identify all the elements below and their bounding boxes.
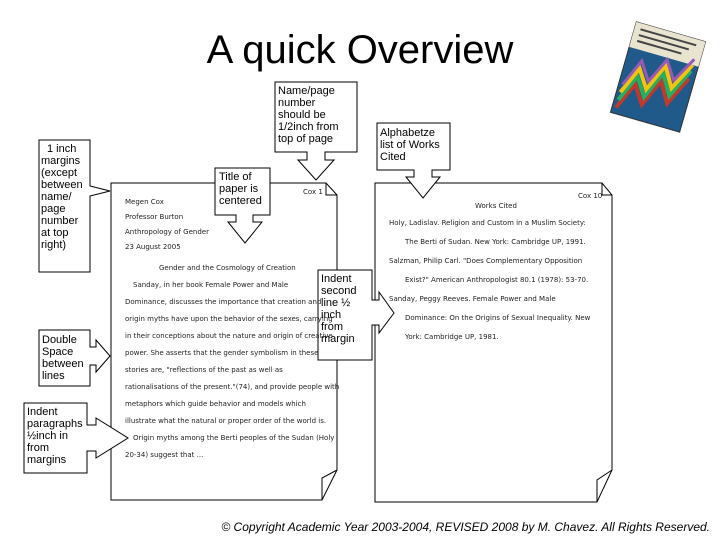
works-cited-entry: Holy, Ladislav. Religion and Custom in a Muslim Society: bbox=[389, 219, 586, 227]
paper-title: Gender and the Cosmology of Creation bbox=[159, 264, 296, 272]
page-1-header: Cox 1 bbox=[303, 188, 323, 196]
callout-line: lines bbox=[42, 370, 65, 382]
callout-line: Alphabetze bbox=[380, 127, 436, 139]
body-line: Dominance, discusses the importance that creation and bbox=[125, 298, 322, 306]
copyright-footer: © Copyright Academic Year 2003-2004, REVISED 2008 by M. Chavez. All Rights Reserved. bbox=[221, 520, 710, 534]
heading-line: 23 August 2005 bbox=[125, 243, 181, 251]
page-2-sheet bbox=[375, 183, 612, 502]
callout-line: paper is bbox=[219, 183, 259, 195]
works-cited-entry: York: Cambridge UP, 1981. bbox=[405, 333, 499, 341]
works-cited-entry: Exist?" American Anthropologist 80.1 (1978): 53-70. bbox=[405, 276, 589, 284]
body-line: stories are, "reflections of the past as well as bbox=[125, 366, 283, 374]
callout-line: Cited bbox=[380, 151, 406, 163]
callout-line: margins bbox=[27, 454, 67, 466]
body-line: Origin myths among the Berti peoples of the Sudan (Holy bbox=[133, 434, 335, 442]
callout-line: number bbox=[41, 215, 79, 227]
callout-line: from bbox=[321, 321, 343, 333]
callout-line: 1 inch bbox=[47, 143, 77, 155]
callout-line: page bbox=[41, 203, 66, 215]
callout-line: from bbox=[27, 442, 49, 454]
callout-name-page bbox=[278, 85, 339, 145]
callout-line: Indent bbox=[321, 273, 352, 285]
heading-line: Anthropology of Gender bbox=[125, 228, 209, 236]
callout-line: number bbox=[278, 97, 316, 109]
callout-line: between bbox=[41, 179, 83, 191]
heading-line: Megen Cox bbox=[125, 198, 164, 206]
callout-alphabetize bbox=[380, 127, 440, 163]
works-cited-entry: Dominance: On the Origins of Sexual Inequality. New bbox=[405, 314, 591, 322]
callout-double-space bbox=[42, 334, 84, 382]
callout-line: Name/page bbox=[278, 85, 335, 97]
slide-title: A quick Overview bbox=[206, 28, 514, 72]
callout-line: line ½ bbox=[321, 297, 351, 309]
callout-margins bbox=[41, 143, 83, 251]
callout-indent-paragraphs bbox=[27, 406, 83, 466]
callout-line: Double bbox=[42, 334, 77, 346]
callout-line: top of page bbox=[278, 133, 334, 145]
heading-line: Professor Burton bbox=[125, 213, 184, 221]
body-line: in their conceptions about the nature and origin of creative bbox=[125, 332, 333, 340]
body-line: Sanday, in her book Female Power and Male bbox=[133, 281, 289, 289]
callout-line: right) bbox=[41, 239, 67, 251]
works-cited-heading: Works Cited bbox=[475, 202, 517, 210]
callout-line: 1/2inch from bbox=[278, 121, 339, 133]
callout-line: paragraphs bbox=[27, 418, 83, 430]
callout-line: inch bbox=[321, 309, 342, 321]
body-line: power. She asserts that the gender symbolism in these bbox=[125, 349, 319, 357]
callout-line: at top bbox=[41, 227, 69, 239]
callout-line: (except bbox=[41, 167, 78, 179]
callout-line: list of Works bbox=[380, 139, 440, 151]
callout-line: margins bbox=[41, 155, 81, 167]
callout-line: Indent bbox=[27, 406, 58, 418]
callout-line: Space bbox=[42, 346, 74, 358]
callout-line: name/ bbox=[41, 191, 72, 203]
callout-line: Title of bbox=[219, 171, 252, 183]
callout-indent-second bbox=[321, 273, 356, 345]
callout-line: between bbox=[42, 358, 84, 370]
callout-title-centered bbox=[219, 171, 262, 207]
works-cited-entry: Salzman, Philip Carl. "Does Complementary Opposition bbox=[389, 257, 583, 265]
callout-line: margin bbox=[321, 333, 355, 345]
body-line: rationalisations of the present."(74), and provide people with bbox=[125, 383, 340, 391]
works-cited-entry: Sanday, Peggy Reeves. Female Power and Male bbox=[389, 295, 556, 303]
callout-line: ½inch in bbox=[27, 430, 68, 442]
callout-line: centered bbox=[219, 195, 262, 207]
page-2-header: Cox 10 bbox=[578, 192, 603, 200]
body-line: metaphors which guide behavior and models which bbox=[125, 400, 306, 408]
works-cited-entry: The Berti of Sudan. New York: Cambridge UP, 1991. bbox=[405, 238, 586, 246]
body-line: illustrate what the natural or proper order of the world is. bbox=[125, 417, 327, 425]
callout-line: should be bbox=[278, 109, 326, 121]
body-line: 20-34) suggest that ... bbox=[125, 451, 204, 459]
body-line: origin myths have upon the behavior of the sexes, carrying bbox=[125, 315, 333, 323]
callout-line: second bbox=[321, 285, 357, 297]
